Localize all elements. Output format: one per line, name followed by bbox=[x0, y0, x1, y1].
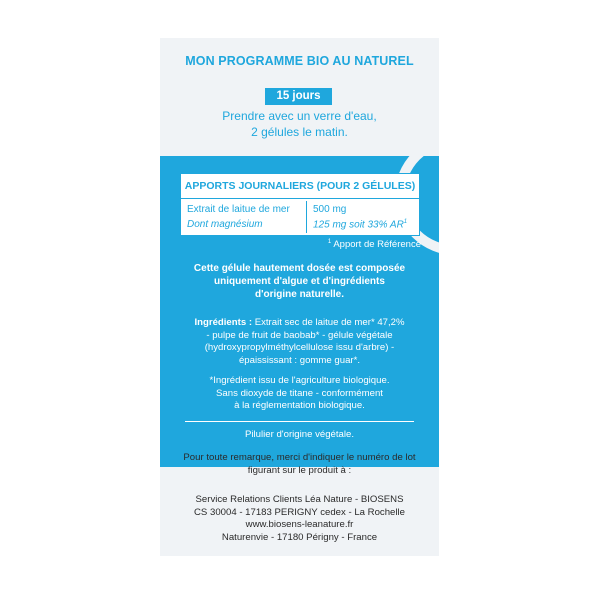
website-link: www.biosens-leanature.fr bbox=[245, 519, 354, 530]
value-text: 125 mg soit 33% AR bbox=[313, 219, 404, 231]
contact-note bbox=[160, 452, 439, 477]
ingredient-value: 500 mg bbox=[313, 204, 347, 215]
instruction-line: 2 gélules le matin. bbox=[251, 125, 348, 139]
daily-intake-header: APPORTS JOURNALIERS (POUR 2 GÉLULES) bbox=[181, 174, 419, 199]
ingredients-list bbox=[190, 317, 409, 367]
duration-badge: 15 jours bbox=[265, 88, 332, 105]
label-panel bbox=[160, 38, 439, 556]
description-line: uniquement d'algue et d'ingrédients bbox=[214, 276, 385, 287]
organic-line: à la réglementation biologique. bbox=[234, 400, 365, 411]
organic-line: *Ingrédient issu de l'agriculture biologique. bbox=[209, 375, 390, 386]
address-line: Naturenvie - 17180 Périgny - France bbox=[221, 531, 378, 543]
description-line: Cette gélule hautement dosée est composée bbox=[193, 263, 406, 274]
capsule-origin: Pilulier d'origine végétale. bbox=[244, 429, 355, 440]
dosage-instructions bbox=[160, 108, 439, 140]
ingredients-line: - pulpe de fruit de baobab* - gélule végétale bbox=[206, 329, 393, 341]
ingredient-name: Dont magnésium bbox=[187, 219, 263, 230]
contact-line: figurant sur le produit à : bbox=[247, 464, 352, 476]
instruction-line: Prendre avec un verre d'eau, bbox=[222, 109, 377, 123]
company-address bbox=[160, 494, 439, 544]
organic-line: Sans dioxyde de titane - conformément bbox=[216, 387, 383, 399]
description-line: d'origine naturelle. bbox=[254, 289, 345, 300]
footnote-marker: 1 bbox=[403, 219, 408, 225]
daily-intake-table bbox=[180, 173, 420, 236]
section-divider bbox=[185, 421, 414, 422]
address-line: Service Relations Clients Léa Nature - BIOSENS bbox=[195, 494, 404, 505]
ingredients-line: (hydroxypropylméthylcellulose issu d'arbre) - bbox=[204, 342, 395, 353]
ingredients-text: Extrait sec de laitue de mer* 47,2% bbox=[252, 317, 405, 328]
contact-line: Pour toute remarque, merci d'indiquer le numéro de lot bbox=[183, 452, 416, 463]
ingredients-label: Ingrédients : bbox=[194, 317, 253, 328]
column-divider bbox=[306, 201, 307, 233]
footnote-marker: 1 bbox=[327, 239, 332, 245]
organic-notes bbox=[160, 375, 439, 413]
program-title: MON PROGRAMME BIO AU NATUREL bbox=[185, 54, 414, 68]
ingredients-line bbox=[190, 317, 409, 330]
daily-intake-body bbox=[181, 199, 419, 235]
product-description bbox=[160, 262, 439, 301]
ingredients-line: épaississant : gomme guar*. bbox=[238, 354, 361, 366]
ingredient-value bbox=[313, 219, 407, 230]
footnote-text: Apport de Référence bbox=[331, 239, 421, 251]
ingredient-name: Extrait de laitue de mer bbox=[187, 204, 290, 215]
address-line: CS 30004 - 17183 PERIGNY cedex - La Rochelle bbox=[193, 506, 405, 518]
reference-footnote bbox=[328, 239, 421, 250]
